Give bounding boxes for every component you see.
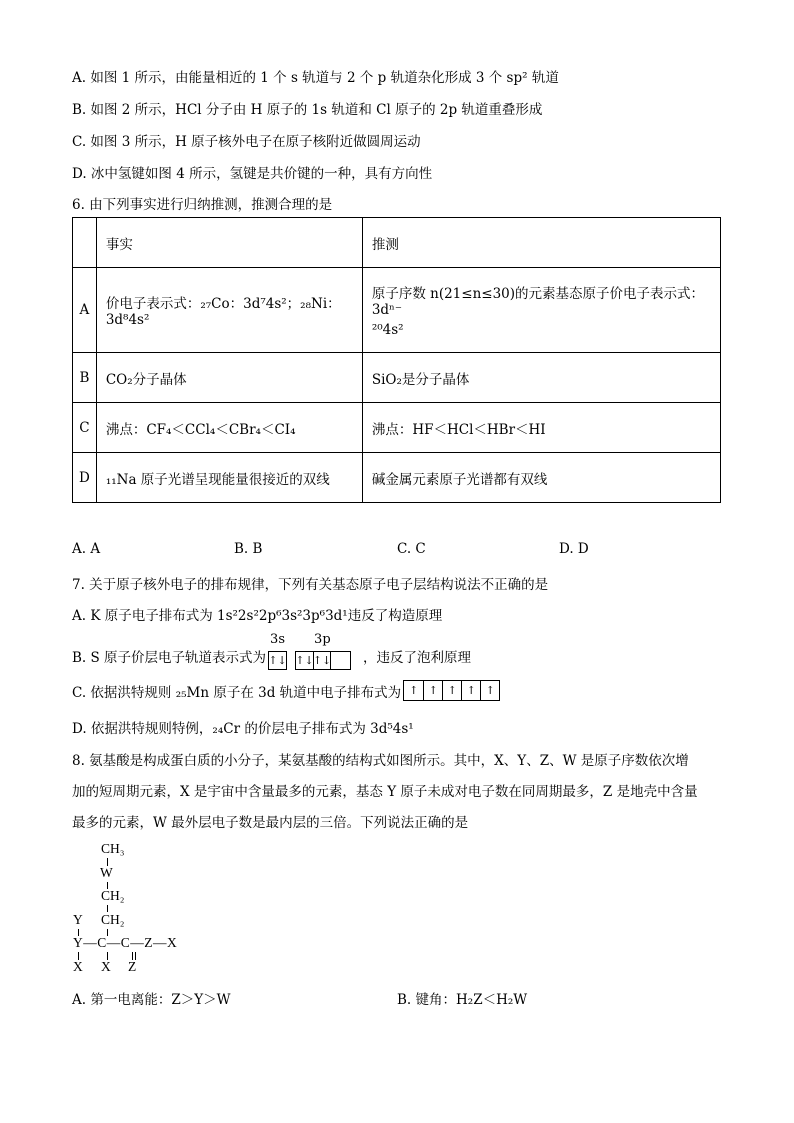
struct-ch2-mid: CH₂ [101,912,125,927]
struct-x2: X [101,959,111,974]
orbital-3s [268,632,287,670]
q7-stem: 7. 关于原子核外电子的排布规律，下列有关基态原子电子层结构说法不正确的是 [72,577,549,593]
q8-stem-line3: 最多的元素，W 最外层电子数是最内层的三倍。下列说法正确的是 [72,815,469,831]
table-row [73,453,721,503]
amino-acid-structure [72,838,212,980]
orbital-3p-label: 3p [314,632,331,647]
table-header-inference: 推测 [362,218,720,268]
q7-option-d: D. 依据洪特规则特例，₂₄Cr 的价层电子排布式为 3d⁵4s¹ [72,721,414,737]
orbital-3s-label: 3s [270,632,285,647]
row-inference: 碱金属元素原子光谱都有双线 [362,453,720,503]
struct-x1: X [73,959,83,974]
orbital-3p-boxes [295,651,351,670]
struct-ch3: CH₃ [101,841,125,856]
table-row [73,353,721,403]
q6-stem: 6. 由下列事实进行归纳推测，推测合理的是 [72,197,333,213]
q8-stem-line2: 加的短周期元素，X 是宇宙中含量最多的元素，基态 Y 原子未成对电子数在同周期最多，Z 是地壳中含量 [72,784,698,800]
orbital-box: ↑ [442,681,461,700]
q6-choice-d: D. D [559,541,589,557]
q5-option-a: A. 如图 1 所示，由能量相近的 1 个 s 轨道与 2 个 p 轨道杂化形成 3 个 sp² 轨道 [72,70,559,86]
bond-line [107,905,108,912]
struct-w: W [100,865,113,880]
row-inference-line1: 原子序数 n(21≤n≤30)的元素基态原子价电子表示式：3dⁿ⁻ [371,286,705,318]
q7-option-b [72,632,472,670]
row-fact: ₁₁Na 原子光谱呈现能量很接近的双线 [96,453,362,503]
q8-option-a: A. 第一电离能：Z＞Y＞W [72,992,231,1008]
table-header-label [73,218,97,268]
q6-choice-c: C. C [397,541,426,557]
orbital-3d-boxes [403,680,500,701]
orbital-box: ↑↓ [295,654,314,667]
q7-option-c [72,680,500,701]
row-fact: 价电子表示式：₂₇Co：3d⁷4s²；₂₈Ni：3d⁸4s² [96,268,362,353]
row-inference-line2: ²⁰4s² [371,322,404,338]
q6-table [72,217,721,503]
q7-option-c-prefix: C. 依据洪特规则 ₂₅Mn 原子在 3d 轨道中电子排布式为 [72,684,402,701]
row-inference [362,268,720,353]
row-fact: 沸点：CF₄＜CCl₄＜CBr₄＜CI₄ [96,403,362,453]
row-label: B [73,353,97,403]
orbital-box [330,652,350,669]
q6-choice-b: B. B [234,541,263,557]
struct-ch2-top: CH₂ [101,888,125,903]
q8-option-b: B. 键角：H₂Z＜H₂W [397,992,528,1008]
row-label: D [73,453,97,503]
row-label: C [73,403,97,453]
q7-option-b-suffix: ，违反了泡利原理 [363,650,472,666]
table-row [73,268,721,353]
row-inference: SiO₂是分子晶体 [362,353,720,403]
q7-option-a: A. K 原子电子排布式为 1s²2s²2p⁶3s²3p⁶3d¹违反了构造原理 [72,608,443,624]
orbital-3p [295,632,351,670]
q5-option-d: D. 冰中氢键如图 4 所示，氢键是共价键的一种，具有方向性 [72,166,433,182]
table-header-row [73,218,721,268]
orbital-box: ↑↓ [268,654,287,667]
orbital-box: ↑↓ [312,654,332,667]
q5-option-b: B. 如图 2 所示，HCl 分子由 H 原子的 1s 轨道和 Cl 原子的 2p 轨道重叠形成 [72,102,543,118]
orbital-box: ↑ [409,684,419,697]
struct-z: Z [128,959,137,974]
q8-stem-line1: 8. 氨基酸是构成蛋白质的小分子，某氨基酸的结构式如图所示。其中，X、Y、Z、W 是原子序数依次增 [72,753,689,769]
orbital-box: ↑ [480,681,499,700]
table-header-fact: 事实 [96,218,362,268]
struct-main-row: Y—C—C—Z—X [73,935,178,950]
row-inference: 沸点：HF＜HCl＜HBr＜HI [362,403,720,453]
orbital-box: ↑ [461,681,480,700]
orbital-box: ↑ [423,681,442,700]
struct-y-top: Y [73,912,83,927]
row-label: A [73,268,97,353]
orbital-3s-boxes [268,651,287,670]
table-row [73,403,721,453]
q6-choice-a: A. A [72,541,101,557]
row-fact: CO₂分子晶体 [96,353,362,403]
q5-option-c: C. 如图 3 所示，H 原子核外电子在原子核附近做圆周运动 [72,134,421,150]
q7-option-b-prefix: B. S 原子价层电子轨道表示式为 [72,650,267,666]
